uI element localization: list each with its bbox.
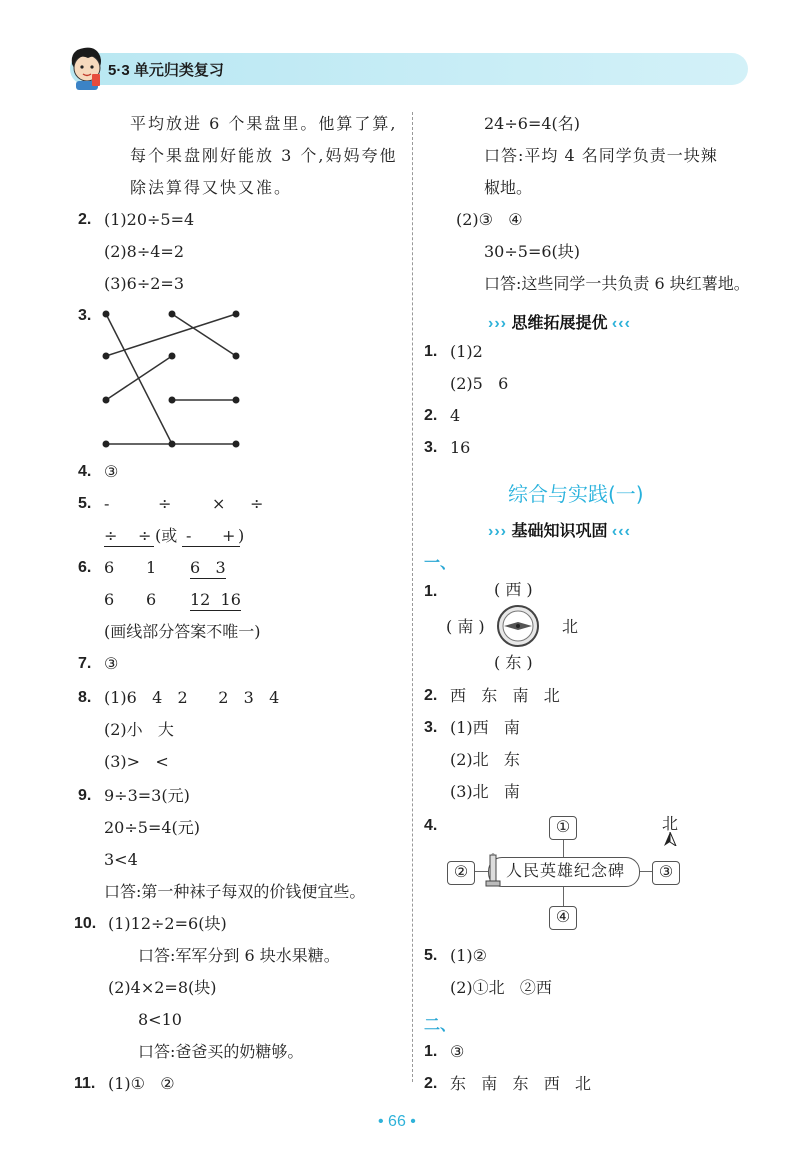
q11-number: 11. <box>74 1075 96 1092</box>
q10-line-4: 8<10 <box>138 1010 182 1029</box>
p1q3-line-3: (3)北 南 <box>450 782 520 801</box>
q6-r2-underlined: 12 16 <box>190 590 241 609</box>
section2-label: 基础知识巩固 <box>511 523 608 540</box>
section-basic-knowledge <box>488 518 631 541</box>
map-box-2: ② <box>447 861 475 885</box>
q4-number: 4. <box>78 463 92 480</box>
q2-number: 2. <box>78 211 92 228</box>
q5-number: 5. <box>78 495 92 512</box>
ext-2-number: 2. <box>424 407 438 424</box>
q3-number: 3. <box>78 307 92 324</box>
part-one-label: 一、 <box>424 553 457 572</box>
q9-line-4: 口答:第一种袜子每双的价钱便宜些。 <box>104 882 366 901</box>
q2-line-1: (1)20÷5=4 <box>104 210 195 229</box>
q6-r1-underlined: 6 3 <box>190 558 226 577</box>
q4-answer: ③ <box>104 462 119 481</box>
r-top-line-3: 椒地。 <box>484 178 533 197</box>
map-box-1: ① <box>549 816 577 840</box>
section-thinking-extension <box>488 310 631 333</box>
q10-line-2: 口答:军军分到 6 块水果糖。 <box>138 946 340 965</box>
q5-op-1: - <box>104 494 110 513</box>
intro-line-2: 每个果盘刚好能放 3 个,妈妈夸他 <box>130 146 398 165</box>
ext-3-answer: 16 <box>450 438 471 457</box>
header-title: 5·3 单元归类复习 <box>108 62 224 79</box>
q10-line-5: 口答:爸爸买的奶糖够。 <box>138 1042 304 1061</box>
q5-op-2: ÷ <box>158 494 172 513</box>
r-top-line-4: (2)③ ④ <box>456 210 523 229</box>
q5-underline-1 <box>104 546 154 547</box>
p2q1-number: 1. <box>424 1043 438 1060</box>
q7-number: 7. <box>78 655 92 672</box>
compass-number: 1. <box>424 583 438 600</box>
north-arrow-icon <box>663 832 677 846</box>
r-top-line-2: 口答:平均 4 名同学负责一块辣 <box>484 146 718 165</box>
compass-north: 北 <box>562 617 579 636</box>
q10-line-1: (1)12÷2=6(块) <box>108 914 227 933</box>
q6-number: 6. <box>78 559 92 576</box>
chapter-title: 综合与实践(一) <box>508 482 644 506</box>
section1-label: 思维拓展提优 <box>511 315 608 332</box>
q8-line-3: (3)> < <box>104 752 169 771</box>
p2q2-answer: 东 南 东 西 北 <box>450 1074 592 1093</box>
q5-op-6: ÷ <box>138 526 152 545</box>
section2-arrows-right: ‹‹‹ <box>611 523 631 540</box>
r-top-line-5: 30÷5=6(块) <box>484 242 581 261</box>
p1q3-line-2: (2)北 东 <box>450 750 520 769</box>
compass-east: ( 东 ) <box>494 653 533 672</box>
q5-op-7: - <box>186 526 192 545</box>
map-box-4: ④ <box>549 906 577 930</box>
q9-number: 9. <box>78 787 92 804</box>
q6-r1-a: 6 <box>104 558 115 577</box>
page-number: • 66 • <box>378 1113 416 1130</box>
q9-line-1: 9÷3=3(元) <box>104 786 190 805</box>
p2q1-answer: ③ <box>450 1042 465 1061</box>
q2-line-3: (3)6÷2=3 <box>104 274 185 293</box>
p1q2-answer: 西 东 南 北 <box>450 686 560 705</box>
p2q2-number: 2. <box>424 1075 438 1092</box>
q5-underline-2 <box>182 546 240 547</box>
column-divider <box>412 112 413 1082</box>
q6-r2-b: 6 <box>146 590 157 609</box>
q9-line-3: 3<4 <box>104 850 138 869</box>
ext-1b-answer: (2)5 6 <box>450 374 509 393</box>
q2-line-2: (2)8÷4=2 <box>104 242 185 261</box>
q5-or-open: (或 <box>155 526 178 545</box>
section2-arrows-left: ››› <box>488 523 507 540</box>
ext-1-number: 1. <box>424 343 438 360</box>
q8-line-1: (1)6 4 2 2 3 4 <box>104 688 280 707</box>
map-north-label: 北 <box>662 814 679 833</box>
p1q5-number: 5. <box>424 947 438 964</box>
compass-icon <box>496 604 540 648</box>
monument-label: 人民英雄纪念碑 <box>506 861 626 880</box>
ext-1-answer: (1)2 <box>450 342 483 361</box>
p1q3-number: 3. <box>424 719 438 736</box>
intro-line-1: 平均放进 6 个果盘里。他算了算, <box>130 114 398 133</box>
q10-number: 10. <box>74 915 97 932</box>
q6-r2-a: 6 <box>104 590 115 609</box>
part-two-label: 二、 <box>424 1015 457 1034</box>
q5-op-5: ÷ <box>104 526 118 545</box>
compass-south: ( 南 ) <box>446 617 485 636</box>
compass-west: ( 西 ) <box>494 580 533 599</box>
r-top-line-6: 口答:这些同学一共负责 6 块红薯地。 <box>484 274 750 293</box>
p1q5-line-2: (2)①北 ②西 <box>450 978 552 997</box>
q8-number: 8. <box>78 689 92 706</box>
matching-lines-diagram <box>96 304 246 454</box>
p1q4-number: 4. <box>424 817 438 834</box>
q5-or-close: ) <box>238 526 245 545</box>
q10-line-3: (2)4×2=8(块) <box>108 978 217 997</box>
p1q3-line-1: (1)西 南 <box>450 718 520 737</box>
q6-r1-b: 1 <box>146 558 157 577</box>
intro-line-3: 除法算得又快又准。 <box>130 178 293 197</box>
q7-answer: ③ <box>104 654 119 673</box>
q9-line-2: 20÷5=4(元) <box>104 818 201 837</box>
p1q2-number: 2. <box>424 687 438 704</box>
q6-note: (画线部分答案不唯一) <box>104 622 261 641</box>
section1-arrows-right: ‹‹‹ <box>611 315 631 332</box>
q5-op-3: × <box>212 494 226 513</box>
monument-icon <box>484 853 502 889</box>
cartoon-boy-icon <box>66 44 108 90</box>
section1-arrows-left: ››› <box>488 315 507 332</box>
q8-line-2: (2)小 大 <box>104 720 174 739</box>
ext-2-answer: 4 <box>450 406 461 425</box>
p1q5-line-1: (1)② <box>450 946 488 965</box>
q5-op-4: ÷ <box>250 494 264 513</box>
q11-answer: (1)① ② <box>108 1074 175 1093</box>
map-box-3: ③ <box>652 861 680 885</box>
q5-op-8: + <box>222 526 236 545</box>
ext-3-number: 3. <box>424 439 438 456</box>
r-top-line-1: 24÷6=4(名) <box>484 114 581 133</box>
